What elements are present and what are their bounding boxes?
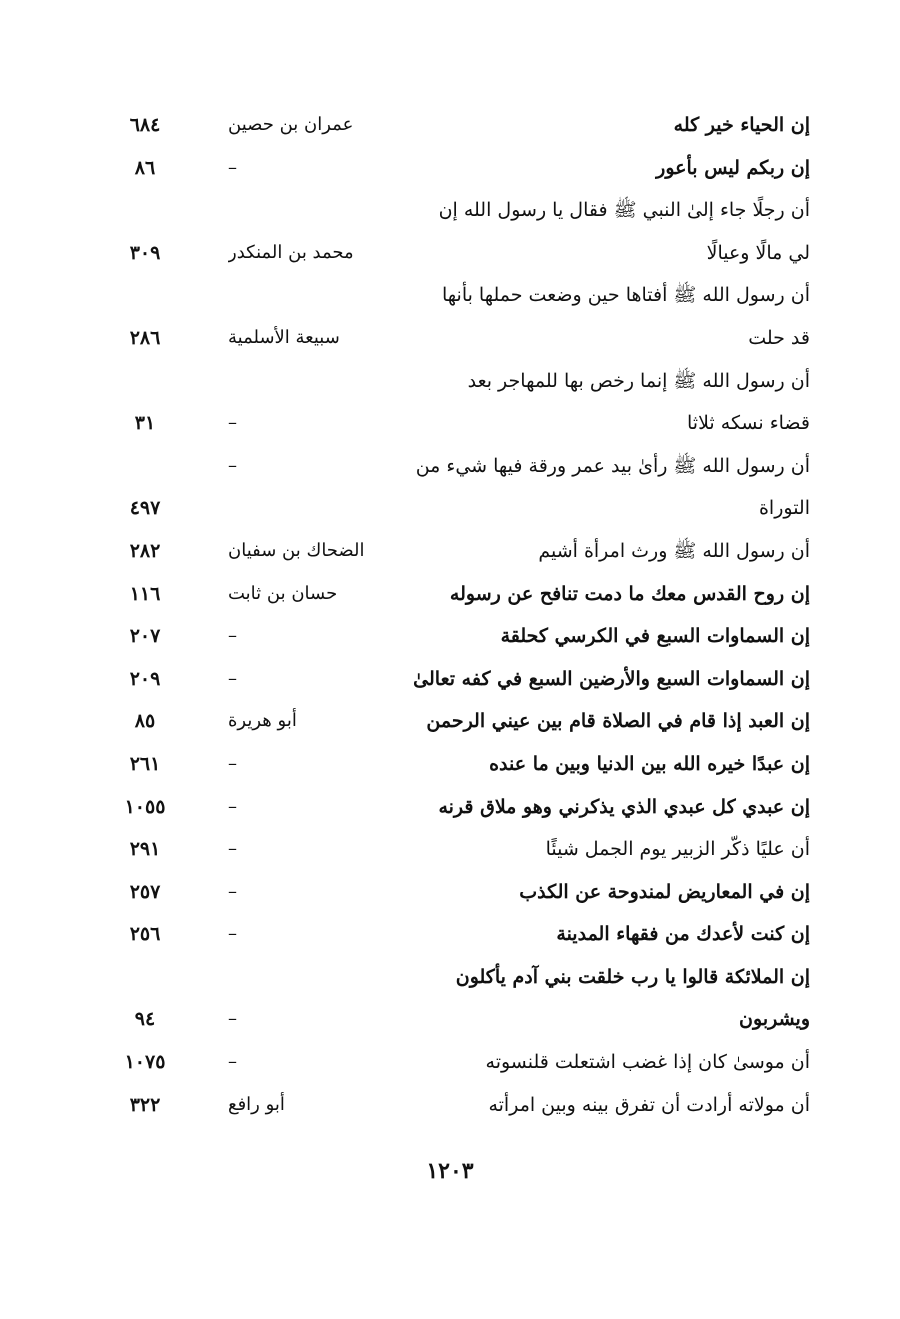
entry-line — [110, 871, 810, 914]
index-entry — [110, 956, 810, 1041]
hadith-text: قد حلت — [748, 326, 810, 349]
page-reference: ٣١ — [134, 412, 156, 435]
narrator-name: – — [228, 795, 237, 817]
entry-line — [110, 530, 810, 573]
page-reference: ١١٦ — [129, 582, 161, 605]
page-reference: ٢٥٦ — [129, 923, 161, 946]
hadith-text: لي مالًا وعيالًا — [706, 241, 810, 264]
page-reference: ٣٢٢ — [129, 1093, 161, 1116]
hadith-text: أن مولاته أرادت أن تفرق بينه وبين امرأته — [488, 1093, 810, 1116]
narrator-name: – — [228, 880, 237, 902]
hadith-text: أن رجلًا جاء إلىٰ النبي ﷺ فقال يا رسول الله إن — [438, 199, 810, 222]
hadith-text: إن روح القدس معك ما دمت تنافح عن رسوله — [449, 582, 810, 605]
index-entry — [110, 743, 810, 786]
page-reference: ١٠٥٥ — [124, 795, 166, 818]
index-entry — [110, 871, 810, 914]
index-entry — [110, 1041, 810, 1084]
hadith-text: إن ربكم ليس بأعور — [656, 156, 810, 179]
index-entry — [110, 189, 810, 274]
index-entry — [110, 445, 810, 530]
index-entry — [110, 786, 810, 829]
entry-line — [110, 147, 810, 190]
page-number: ١٢٠٣ — [426, 1158, 474, 1184]
entry-line — [110, 743, 810, 786]
narrator-name: – — [228, 838, 237, 860]
page-reference: ٦٨٤ — [129, 114, 161, 136]
page-reference: ٨٦ — [134, 156, 156, 179]
entry-line — [110, 913, 810, 956]
page-reference: ٢٦١ — [129, 752, 161, 775]
hadith-text: إن الملائكة قالوا يا رب خلقت بني آدم يأكلون — [455, 965, 810, 988]
entry-line — [110, 317, 810, 360]
hadith-index-table — [110, 104, 810, 1126]
hadith-text: إن في المعاريض لمندوحة عن الكذب — [519, 880, 810, 903]
page-reference: ٢٥٧ — [129, 880, 161, 903]
hadith-text: أن رسول الله ﷺ رأىٰ بيد عمر ورقة فيها شيء من — [415, 454, 810, 477]
entry-line — [110, 956, 810, 999]
entry-line — [110, 360, 810, 403]
narrator-name: – — [228, 156, 237, 178]
narrator-name: محمد بن المنكدر — [228, 241, 354, 263]
hadith-text: أن رسول الله ﷺ إنما رخص بها للمهاجر بعد — [467, 369, 810, 392]
entry-line — [110, 615, 810, 658]
index-entry — [110, 530, 810, 573]
hadith-text: قضاء نسكه ثلاثا — [687, 412, 810, 435]
entry-line — [110, 998, 810, 1041]
narrator-name: – — [228, 923, 237, 945]
index-entry — [110, 104, 810, 147]
entry-line — [110, 402, 810, 445]
page-reference: ٢٨٦ — [129, 326, 161, 349]
narrator-name: عمران بن حصين — [228, 114, 354, 135]
narrator-name: – — [228, 412, 237, 434]
narrator-name: أبو رافع — [228, 1093, 285, 1115]
hadith-text: إن العبد إذا قام في الصلاة قام بين عيني الرحمن — [426, 710, 810, 733]
page-reference: ٣٠٩ — [129, 241, 161, 264]
narrator-name: حسان بن ثابت — [228, 582, 338, 604]
hadith-text: إن الحياء خير كله — [673, 114, 810, 136]
page-reference: ١٠٧٥ — [124, 1051, 166, 1074]
index-entry — [110, 147, 810, 190]
entry-line — [110, 700, 810, 743]
index-entry — [110, 573, 810, 616]
index-entry — [110, 658, 810, 701]
index-entry — [110, 828, 810, 871]
entry-line — [110, 786, 810, 829]
entry-line — [110, 828, 810, 871]
narrator-name: – — [228, 667, 237, 689]
entry-line — [110, 487, 810, 530]
hadith-text: إن عبدًا خيره الله بين الدنيا وبين ما عنده — [489, 752, 810, 775]
narrator-name: – — [228, 454, 237, 476]
index-entry — [110, 274, 810, 359]
hadith-text: أن رسول الله ﷺ أفتاها حين وضعت حملها بأنها — [441, 284, 810, 307]
page-reference: ٨٥ — [134, 710, 156, 733]
hadith-text: إن السماوات السبع في الكرسي كحلقة — [500, 625, 810, 648]
page-reference: ٢٨٢ — [129, 539, 161, 562]
hadith-text: أن رسول الله ﷺ ورث امرأة أشيم — [538, 539, 810, 562]
entry-line — [110, 658, 810, 701]
hadith-text: أن موسىٰ كان إذا غضب اشتعلت قلنسوته — [485, 1051, 810, 1074]
page-reference: ٢٠٩ — [129, 667, 161, 690]
entry-line — [110, 573, 810, 616]
page-reference: ٢٩١ — [129, 838, 161, 861]
entry-line — [110, 189, 810, 232]
index-entry — [110, 1084, 810, 1127]
hadith-text: أن عليًا ذكّر الزبير يوم الجمل شيئًا — [545, 838, 810, 861]
narrator-name: سبيعة الأسلمية — [228, 326, 340, 348]
narrator-name: – — [228, 625, 237, 647]
page-reference: ٤٩٧ — [129, 497, 161, 520]
hadith-text: إن كنت لأعدك من فقهاء المدينة — [556, 923, 810, 946]
entry-line — [110, 104, 810, 147]
narrator-name: الضحاك بن سفيان — [228, 539, 365, 561]
entry-line — [110, 232, 810, 275]
index-entry — [110, 615, 810, 658]
narrator-name: – — [228, 752, 237, 774]
narrator-name: أبو هريرة — [228, 710, 297, 732]
narrator-name: – — [228, 1051, 237, 1073]
hadith-text: التوراة — [758, 497, 810, 520]
entry-line — [110, 274, 810, 317]
index-entry — [110, 360, 810, 445]
entry-line — [110, 1084, 810, 1127]
entry-line — [110, 445, 810, 488]
hadith-text: إن السماوات السبع والأرضين السبع في كفه تعالىٰ — [413, 667, 810, 690]
page-reference: ٢٠٧ — [129, 625, 161, 648]
hadith-text: ويشربون — [739, 1008, 810, 1031]
page-reference: ٩٤ — [134, 1008, 156, 1031]
narrator-name: – — [228, 1008, 237, 1030]
index-entry — [110, 700, 810, 743]
hadith-text: إن عبدي كل عبدي الذي يذكرني وهو ملاق قرنه — [438, 795, 810, 818]
index-entry — [110, 913, 810, 956]
entry-line — [110, 1041, 810, 1084]
